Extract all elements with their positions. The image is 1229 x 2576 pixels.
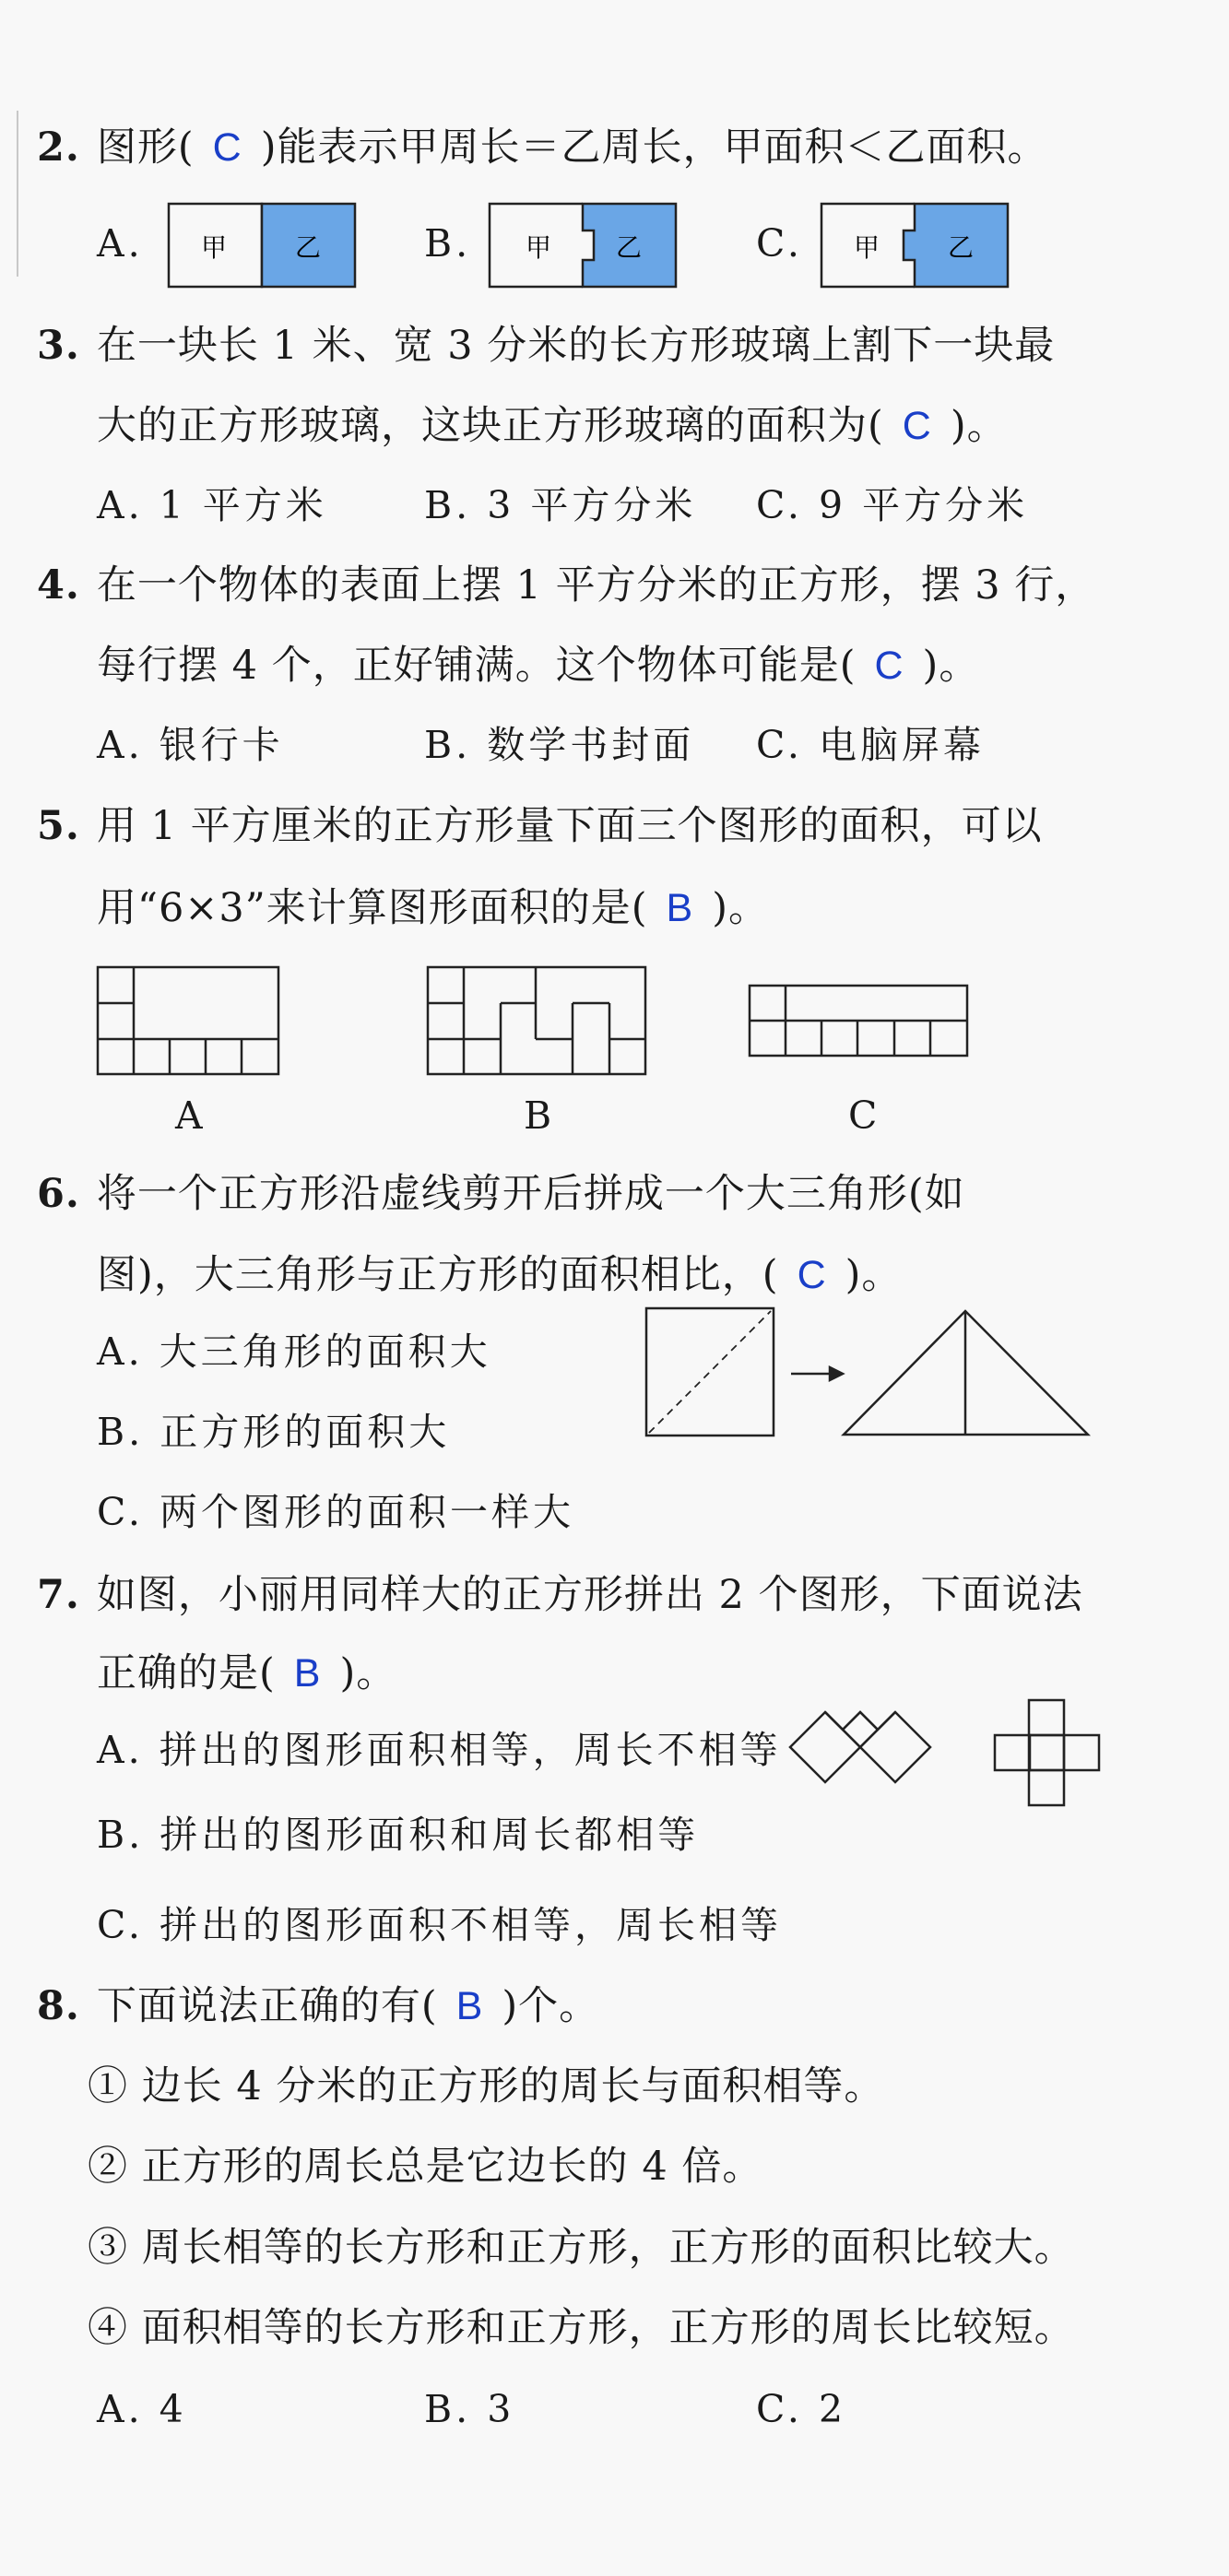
q5-figure-a xyxy=(97,966,281,1077)
q7-option-c: C. 拼出的图形面积不相等，周长相等 xyxy=(97,1903,782,1947)
q2-option-a-label: A. xyxy=(97,221,144,266)
q7-option-a: A. 拼出的图形面积相等，周长不相等 xyxy=(97,1728,782,1772)
q6-option-b: B. 正方形的面积大 xyxy=(97,1410,451,1454)
q4-option-a: A. 银行卡 xyxy=(97,723,284,767)
question-number: 4. xyxy=(37,562,80,609)
q6-dashed-cut xyxy=(649,1311,771,1433)
question-6-line-1: 6. 将一个正方形沿虚线剪开后拼成一个大三角形(如 xyxy=(37,1171,965,1217)
q2-figure-a-yi: 乙 xyxy=(295,232,322,263)
margin-rule xyxy=(17,111,18,277)
q8-statement-1: ① 边长 4 分米的正方形的周长与面积相等。 xyxy=(88,2063,885,2109)
answer-text: B xyxy=(455,1984,484,2028)
q7-figure-diamonds xyxy=(788,1706,945,1789)
answer-text: C xyxy=(874,644,904,688)
q3-option-c: C. 9 平方分米 xyxy=(756,483,1029,527)
q3-option-b: B. 3 平方分米 xyxy=(424,483,697,527)
q7-figure-cross xyxy=(994,1699,1105,1810)
question-3-line-1: 3. 在一块长 1 米、宽 3 分米的长方形玻璃上割下一块最 xyxy=(37,323,1056,369)
q6-arrow-head xyxy=(830,1367,843,1380)
q6-figure xyxy=(645,1307,1116,1446)
question-3-line-2: 大的正方形玻璃，这块正方形玻璃的面积为( C )。 xyxy=(97,403,1008,449)
question-number: 8. xyxy=(37,1983,80,2029)
q8-option-b: B. 3 xyxy=(424,2387,515,2431)
answer-text: B xyxy=(293,1651,322,1696)
q8-option-c: C. 2 xyxy=(756,2387,847,2431)
q2-figure-b xyxy=(489,203,678,290)
question-8-line-1: 8. 下面说法正确的有( B )个。 xyxy=(37,1983,600,2029)
question-2: 2. 图形( C )能表示甲周长＝乙周长，甲面积＜乙面积。 xyxy=(37,124,1048,171)
answer-text: C xyxy=(797,1253,827,1297)
question-number: 3. xyxy=(37,323,80,369)
question-5-line-2: 用“6×3”来计算图形面积的是( B )。 xyxy=(97,885,769,931)
question-number: 7. xyxy=(37,1572,80,1618)
q8-statement-4: ④ 面积相等的长方形和正方形，正方形的周长比较短。 xyxy=(88,2305,1075,2351)
q4-option-c: C. 电脑屏幕 xyxy=(756,723,985,767)
question-7-line-2: 正确的是( B )。 xyxy=(97,1650,397,1696)
question-4-line-1: 4. 在一个物体的表面上摆 1 平方分米的正方形，摆 3 行， xyxy=(37,562,1096,609)
q2-figure-c-yi: 乙 xyxy=(948,232,975,263)
q2-figure-a xyxy=(168,203,357,290)
q2-figure-b-jia: 甲 xyxy=(526,232,552,263)
q2-option-c-label: C. xyxy=(756,221,803,266)
q2-figure-c-jia: 甲 xyxy=(854,232,880,263)
q2-figure-a-jia: 甲 xyxy=(201,232,228,263)
question-4-line-2: 每行摆 4 个，正好铺满。这个物体可能是( C )。 xyxy=(97,643,980,689)
q8-option-a: A. 4 xyxy=(97,2387,187,2431)
answer-text: C xyxy=(212,125,242,170)
question-number: 2. xyxy=(37,124,80,171)
q5-figure-c xyxy=(749,985,970,1058)
q5-label-a: A xyxy=(175,1093,203,1138)
answer-text: C xyxy=(902,404,932,448)
q6-option-a: A. 大三角形的面积大 xyxy=(97,1329,491,1374)
question-number: 5. xyxy=(37,803,80,849)
q7-option-b: B. 拼出的图形面积和周长都相等 xyxy=(97,1813,700,1857)
question-5-line-1: 5. 用 1 平方厘米的正方形量下面三个图形的面积，可以 xyxy=(37,803,1043,849)
question-7-line-1: 7. 如图，小丽用同样大的正方形拼出 2 个图形，下面说法 xyxy=(37,1572,1083,1618)
q4-option-b: B. 数学书封面 xyxy=(424,723,695,767)
answer-text: B xyxy=(666,886,694,930)
question-6-line-2: 图)，大三角形与正方形的面积相比，( C )。 xyxy=(97,1252,903,1298)
q5-figure-b xyxy=(427,966,648,1077)
q5-label-b: B xyxy=(524,1093,552,1138)
q2-figure-c xyxy=(821,203,1010,290)
q5-label-c: C xyxy=(848,1093,878,1138)
question-number: 6. xyxy=(37,1171,80,1217)
q8-statement-3: ③ 周长相等的长方形和正方形，正方形的面积比较大。 xyxy=(88,2225,1075,2271)
q8-statement-2: ② 正方形的周长总是它边长的 4 倍。 xyxy=(88,2144,763,2190)
q6-option-c: C. 两个图形的面积一样大 xyxy=(97,1490,574,1534)
q2-figure-b-yi: 乙 xyxy=(616,232,643,263)
q2-option-b-label: B. xyxy=(424,221,472,266)
q3-option-a: A. 1 平方米 xyxy=(97,483,327,527)
